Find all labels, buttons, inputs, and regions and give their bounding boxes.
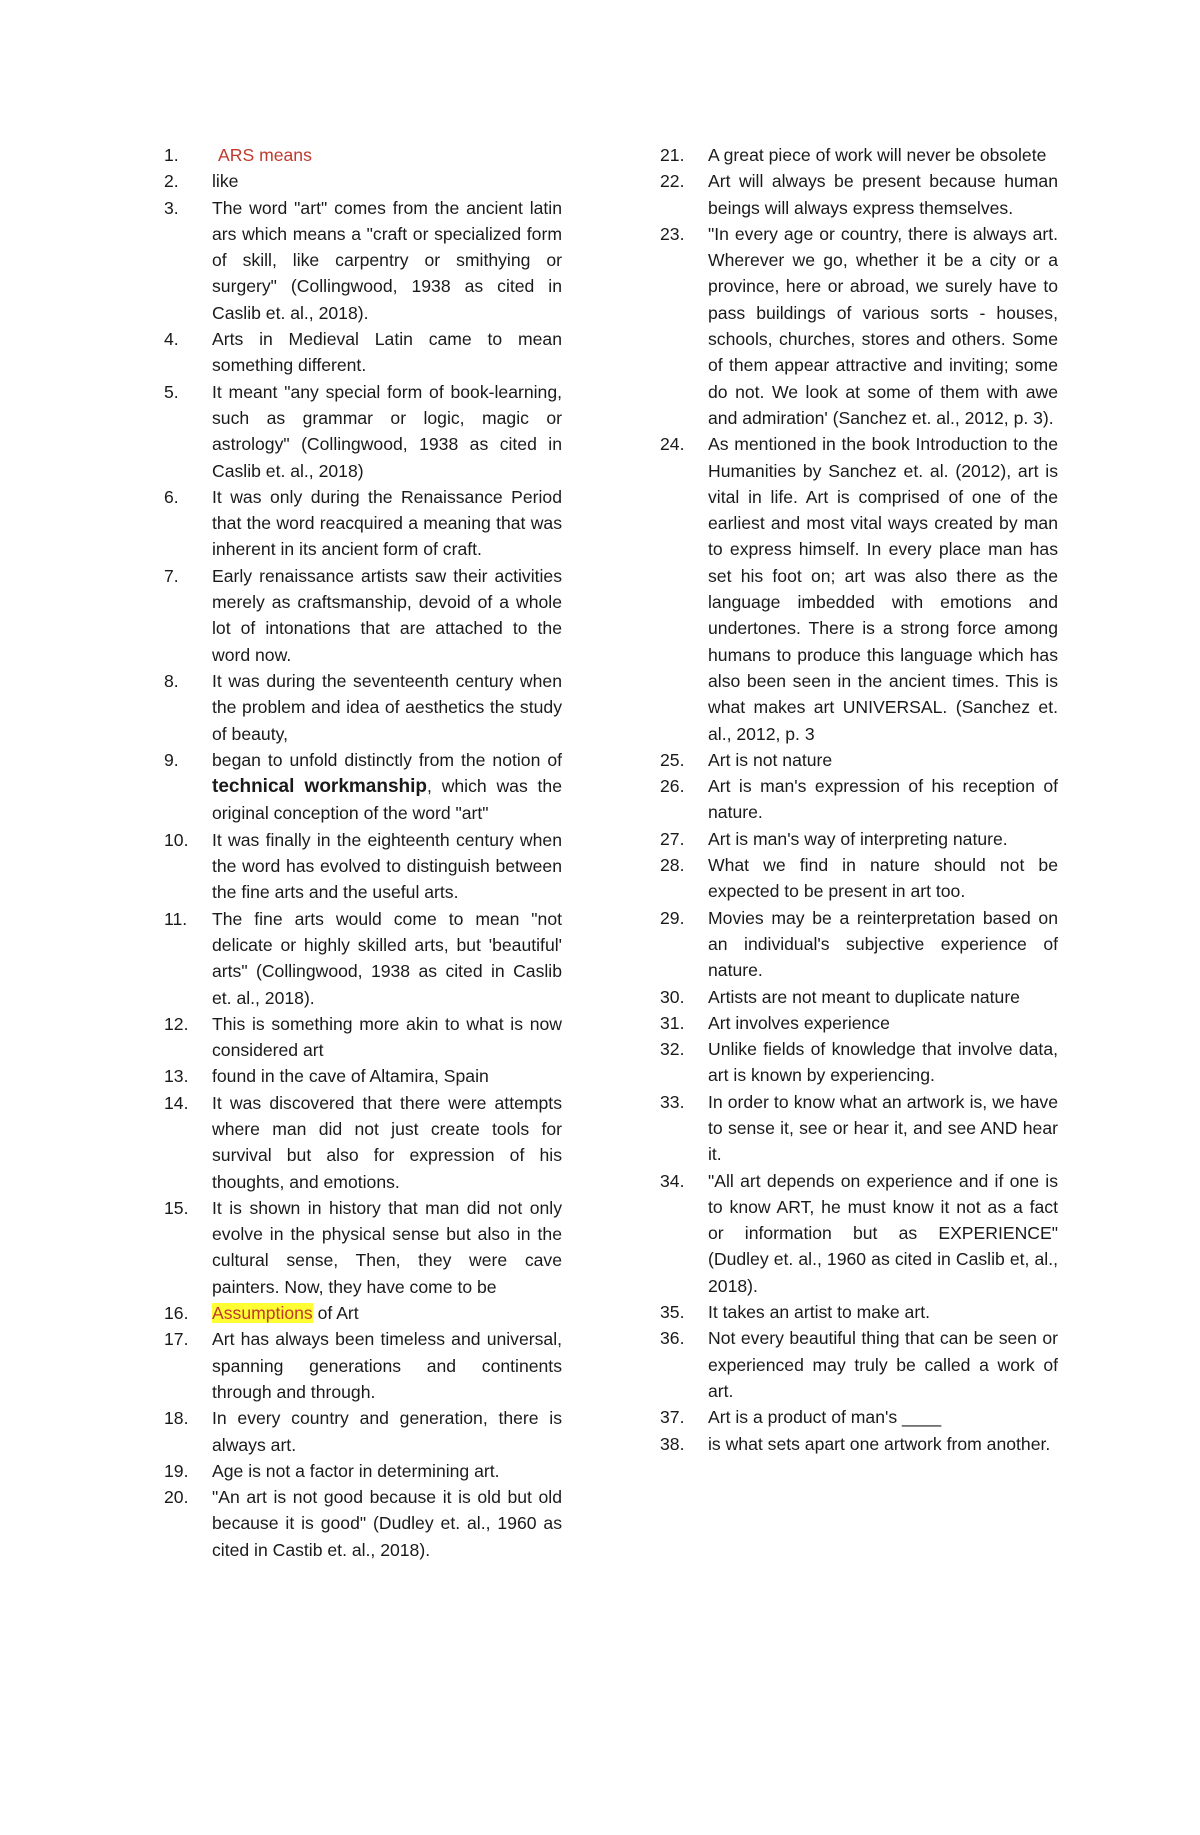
list-item-19: 19. Age is not a factor in determining art. — [164, 1460, 500, 1481]
list-item-14: 14. It was discovered that there were attempts where man did not just create tools for survival but also for expression of his thoughts, and emotions. — [164, 1092, 562, 1192]
list-item-37: 37. Art is a product of man's ____ — [660, 1407, 942, 1428]
list-item-15: 15. It is shown in history that man did not only evolve in the physical sense but also in the cultural sense, Then, they were cave painters. Now, they have come to be — [164, 1197, 562, 1297]
list-item-3: 3. The word "art" comes from the ancient latin ars which means a "craft or specialized form of skill, like carpentry or smithying or surgery" (Collingwood, 1938 as cited in Caslib et. al., 2018). — [164, 197, 562, 323]
right-column-list — [660, 142, 1058, 1457]
list-item-9: 9. began to unfold distinctly from the notion of technical workmanship, which was the original conception of the word "art" — [164, 749, 562, 824]
list-item-31: 31. Art involves experience — [660, 1012, 890, 1033]
list-item-24: 24. As mentioned in the book Introduction to the Humanities by Sanchez et. al. (2012), art is vital in life. Art is comprised of one of the earliest and most vital ways created by man to express himself. In every place man has set his foot on; art was also there as the language imbedded with emotions and undertones. There is a strong force among humans to produce this language which has also been seen in the ancient times. This is what makes art UNIVERSAL. (Sanchez et. al., 2012, p. 3 — [660, 434, 1058, 744]
list-item-35: 35. It takes an artist to make art. — [660, 1302, 930, 1323]
list-item-36: 36. Not every beautiful thing that can be seen or experienced may truly be called a work of art. — [660, 1328, 1058, 1401]
list-item-34: 34. "All art depends on experience and if one is to know ART, he must know it not as a fact or information but as EXPERIENCE" (Dudley et. al., 1960 as cited in Caslib et, al., 2018). — [660, 1170, 1058, 1296]
highlighted-text: Assumptions — [212, 1303, 313, 1324]
list-item-5: 5. It meant "any special form of book-learning, such as grammar or logic, magic or astrology" (Collingwood, 1938 as cited in Caslib et. al., 2018) — [164, 381, 562, 481]
list-item-25: 25. Art is not nature — [660, 749, 833, 770]
list-item-17: 17. Art has always been timeless and universal, spanning generations and continents through and through. — [164, 1329, 562, 1402]
list-item-22: 22. Art will always be present because human beings will always express themselves. — [660, 171, 1058, 218]
list-item-26: 26. Art is man's expression of his reception of nature. — [660, 776, 1058, 823]
left-column-list — [164, 142, 562, 1563]
list-item-8: 8. It was during the seventeenth century when the problem and idea of aesthetics the study of beauty, — [164, 670, 562, 744]
list-item-21: 21. A great piece of work will never be obsolete — [660, 145, 1047, 165]
list-item-1: 1. ARS means — [164, 145, 312, 165]
list-item-13: 13. found in the cave of Altamira, Spain — [164, 1066, 489, 1087]
list-item-27: 27. Art is man's way of interpreting nature. — [660, 828, 1008, 849]
red-text: ARS means — [218, 145, 312, 165]
list-item-38: 38. is what sets apart one artwork from another. — [660, 1433, 1051, 1454]
list-item-20: 20. "An art is not good because it is old but old because it is good" (Dudley et. al., 1960 as cited in Castib et. al., 2018). — [164, 1487, 562, 1560]
list-item-4: 4. Arts in Medieval Latin came to mean something different. — [164, 329, 562, 376]
list-item-11: 11. The fine arts would come to mean "not delicate or highly skilled arts, but 'beautiful' arts" (Collingwood, 1938 as cited in Caslib et. al., 2018). — [164, 908, 562, 1008]
list-item-30: 30. Artists are not meant to duplicate nature — [660, 986, 1020, 1007]
list-item-32: 32. Unlike fields of knowledge that involve data, art is known by experiencing. — [660, 1039, 1058, 1086]
bold-text: technical workmanship — [212, 776, 428, 798]
list-item-23: 23. "In every age or country, there is always art. Wherever we go, whether it be a city or a province, here or abroad, we surely have to pass buildings of various sorts - houses, schools, churches, stores and others. Some of them appear attractive and inviting; some do not. We look at some of them with awe and admiration' (Sanchez et. al., 2012, p. 3). — [660, 223, 1058, 428]
list-item-28: 28. What we find in nature should not be expected to be present in art too. — [660, 855, 1058, 902]
list-item-6: 6. It was only during the Renaissance Period that the word reacquired a meaning that was inherent in its ancient form of craft. — [164, 486, 562, 560]
list-item-16: 16. Assumptions of Art — [164, 1303, 359, 1324]
list-item-2: 2. like — [164, 171, 239, 192]
list-item-10: 10. It was finally in the eighteenth century when the word has evolved to distinguish between the fine arts and the useful arts. — [164, 829, 562, 903]
list-item-7: 7. Early renaissance artists saw their activities merely as craftsmanship, devoid of a whole lot of intonations that are attached to the word now. — [164, 565, 562, 665]
list-item-18: 18. In every country and generation, there is always art. — [164, 1408, 562, 1455]
list-item-29: 29. Movies may be a reinterpretation based on an individual's subjective experience of nature. — [660, 907, 1058, 981]
list-item-33: 33. In order to know what an artwork is, we have to sense it, see or hear it, and see AND hear it. — [660, 1091, 1058, 1165]
list-item-12: 12. This is something more akin to what is now considered art — [164, 1013, 562, 1061]
